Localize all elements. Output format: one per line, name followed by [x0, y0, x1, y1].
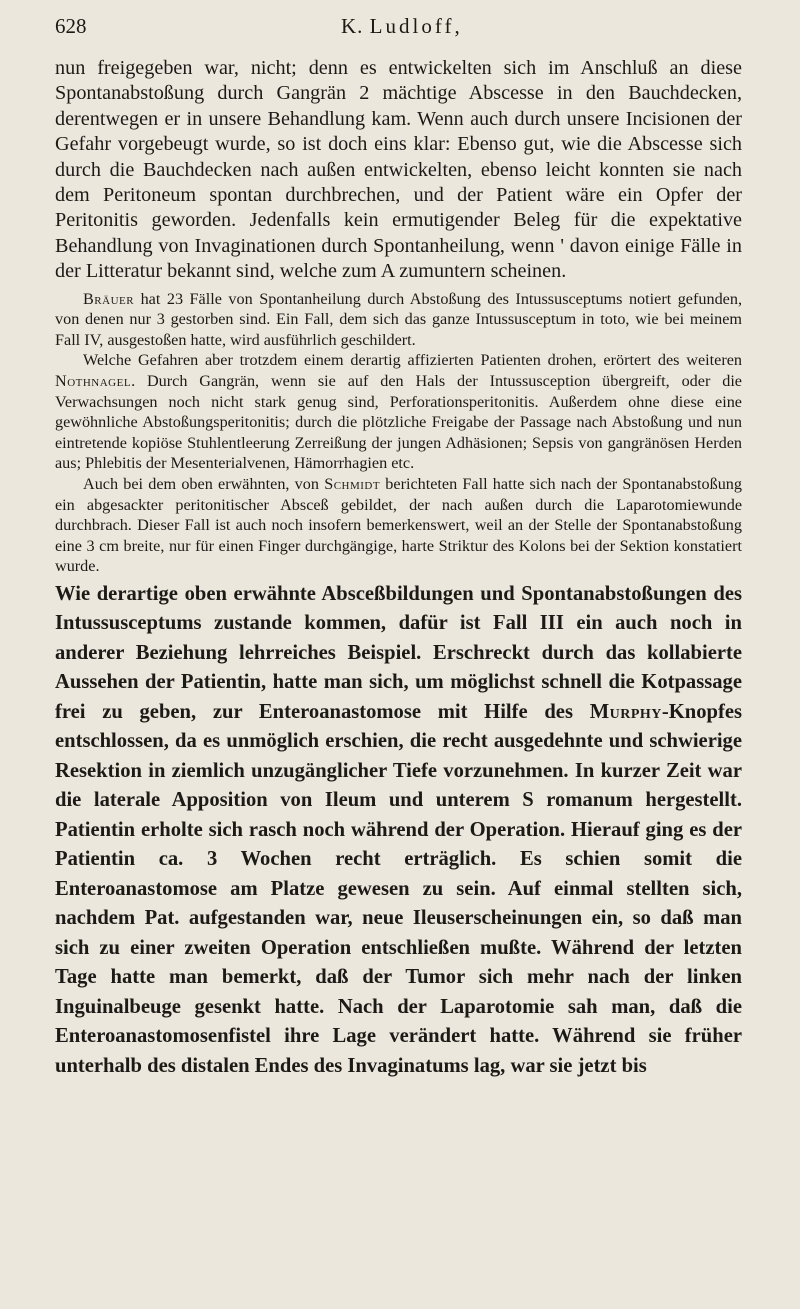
author-reference: Schmidt: [324, 475, 381, 493]
small-paragraph-nothnagel: [55, 350, 742, 474]
body-text-lower: [55, 580, 742, 1082]
body-text-upper: [55, 56, 742, 285]
paragraph-text: Wie derartige oben erwähnte Absceßbildungen und Spontanabstoßungen des Intussusceptums zustande kommen, dafür ist Fall III ein auch noch in anderer Beziehung lehrreiches Beispiel. Erschreckt durch das kollabierte Aussehen der Patientin, hatte man sich, um möglichst schnell die Kotpassage frei zu geben, zur Enteroanastomose mit Hilfe des: [55, 582, 742, 723]
running-header: [55, 14, 742, 48]
small-print-section: [55, 289, 742, 577]
paragraph-text: Welche Gefahren aber trotzdem einem derartig affizierten Patienten drohen, erörtert des weiteren: [83, 351, 742, 370]
paragraph-text: Auch bei dem oben erwähnten, von: [83, 475, 325, 493]
author-reference: Nothnagel: [55, 372, 132, 391]
author-reference: Murphy: [589, 700, 662, 723]
author-initial: K.: [341, 14, 364, 38]
author-reference: Bräuer: [83, 289, 135, 308]
paragraph-text: hat 23 Fälle von Spontanheilung durch Abstoßung des Intussusceptums notiert gefunden, von denen nur 3 gestorben sind. Ein Fall, dem sich das ganze Intussusceptum in toto, wie bei meinem Fall IV, ausgestoßen hatte, wird ausführlich geschildert.: [55, 289, 742, 349]
small-paragraph-schmidt: [55, 474, 742, 577]
running-head-author: [255, 14, 742, 39]
paragraph-text: -Knopfes entschlossen, da es unmöglich erschien, die recht ausgedehnte und schwierige Resektion in ziemlich unzugänglicher Tiefe vorzunehmen. In kurzer Zeit war die laterale Apposition von Ileum und unterem S romanum hergestellt. Patientin erholte sich rasch noch während der Operation. Hierauf ging es der Patientin ca. 3 Wochen recht erträglich. Es schien somit die Enteroanastomose am Platze gewesen zu sein. Auf einmal stellten sich, nachdem Pat. aufgestanden war, neue Ileuserscheinungen ein, so daß man sich zu einer zweiten Operation entschließen mußte. Während der letzten Tage hatte man bemerkt, daß der Tumor sich mehr nach der linken Inguinalbeuge gesenkt hatte. Nach der Laparotomie sah man, daß die Enteroanastomosenfistel ihre Lage verändert hatte. Während sie früher unterhalb des distalen Endes des Invaginatums lag, war sie jetzt bis: [55, 700, 742, 1077]
page-number: 628: [55, 14, 87, 38]
paragraph-text: . Durch Gangrän, wenn sie auf den Hals der Intussusception übergreift, oder die Verwachsungen noch nicht stark genug sind, Perforationsperitonitis. Außerdem ohne diese eine gewöhnliche Abstoßungsperitonitis; durch die plötzliche Freigabe der Passage nach Abstoßung und nun eintretende kopiöse Stuhlentleerung Zerreißung der jungen Adhäsionen; Sepsis von gangränösen Herden aus; Phlebitis der Mesenterialvenen, Hämorrhagien etc.: [55, 372, 742, 473]
paragraph: nun freigegeben war, nicht; denn es entwickelten sich im Anschluß an diese Spontanabstoßung durch Gangrän 2 mächtige Abscesse in den Bauchdecken, derentwegen er in unsere Behandlung kam. Wenn auch durch unsere Incisionen der Gefahr vorgebeugt wurde, so ist doch eins klar: Ebenso gut, wie die Abscesse sich durch die Bauchdecken nach außen entwickelten, ebenso leicht konnten sie nach dem Peritoneum spontan durchbrechen, und der Patient wäre ein Opfer der Peritonitis geworden. Jedenfalls kein ermutigender Beleg für die expektative Behandlung von Invaginationen durch Spontanheilung, wenn ' davon einige Fälle in der Litteratur bekannt sind, welche zum A zumuntern scheinen.: [55, 57, 742, 283]
author-name: Ludloff,: [369, 14, 463, 38]
paragraph-text: berichteten Fall hatte sich nach der Spontanabstoßung ein abgesackter peritonitischer Absceß gebildet, der nach außen durch die Laparotomiewunde durchbrach. Dieser Fall ist auch noch insofern bemerkenswert, weil an der Stelle der Spontanabstoßung eine 3 cm breite, nur für einen Finger durchgängige, harte Striktur des Kolons bei der Sektion konstatiert wurde.: [55, 475, 742, 576]
small-paragraph-braeuer: [55, 289, 742, 351]
case-three-paragraph: [55, 580, 742, 1082]
